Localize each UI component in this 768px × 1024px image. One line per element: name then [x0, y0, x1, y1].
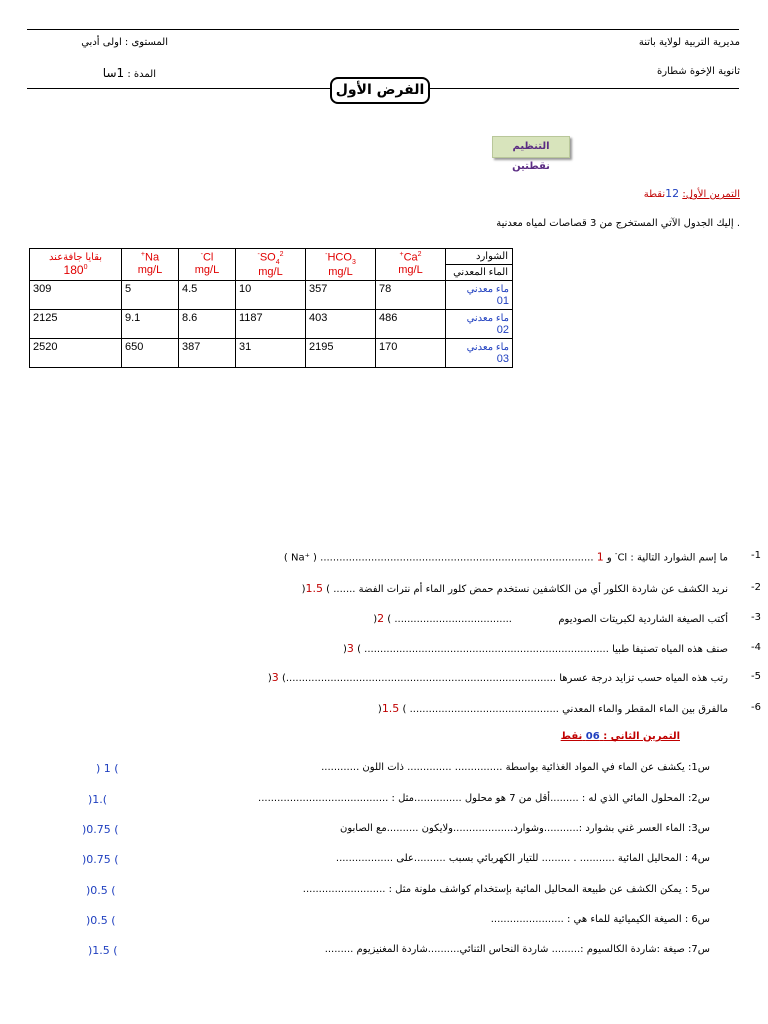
q3-number: -3: [751, 612, 761, 623]
table-cell: 2125: [30, 310, 122, 339]
exercise2-prefix: التمرين الثاني :: [603, 731, 680, 742]
exam-title: الفرض الأول: [330, 77, 430, 104]
table-cell: 2520: [30, 339, 122, 368]
q3-mark: 2: [377, 612, 385, 625]
q3-line: أكتب الصيغة الشاردية لكبريتات الصوديوم ..................................... ) 2(: [373, 612, 728, 625]
q2-line: نريد الكشف عن شاردة الكلور أي من الكاشفين نستخدم حمض كلور الماء أم نترات الفضة ....... ) 1.5(: [301, 582, 728, 595]
ex2-q4-mark: )0.75 (: [82, 853, 119, 866]
directorate-text: مديرية التربية لولاية باتنة: [638, 37, 740, 48]
school-text: ثانوية الإخوة شطارة: [656, 66, 740, 77]
col-header-ca: $Ca^{2+}$ mg/L: [376, 249, 446, 281]
q6-mark: 1.5: [381, 702, 400, 715]
exercise2-points: 06: [585, 731, 600, 742]
table-cell: 8.6: [179, 310, 236, 339]
ex2-q6-line: س6 : الصيغة الكيميائية للماء هي : .......................: [490, 914, 710, 925]
ex2-q3-mark: )0.75 (: [82, 823, 119, 836]
organization-badge: التنظيم نقطتين: [492, 136, 570, 158]
ex2-q6-mark: )0.5 (: [86, 914, 116, 927]
ex2-q2-mark: )1.(: [88, 793, 108, 806]
q6-number: -6: [751, 702, 761, 713]
col-header-na: Na+ mg/L: [122, 249, 179, 281]
q1-number: -1: [751, 550, 761, 561]
ex2-q1-line: س1: يكشف عن الماء في المواد الغذائية بواسطة ............... .............. ذات اللون ............: [321, 762, 710, 773]
table-cell: 31: [236, 339, 306, 368]
ex2-q5-line: س5 : يمكن الكشف عن طبيعة المحاليل المائية بإستخدام كواشف ملونة مثل : ..........................: [302, 884, 710, 895]
q1-line: ما إسم الشوارد التالية : Cl- و 1 ...................................................................................... ( Na⁺ ): [283, 550, 728, 564]
duration-label: المدة :: [127, 69, 156, 80]
table-cell: 2195: [306, 339, 376, 368]
ex2-q6-label: س6: [691, 914, 710, 925]
col-header-so4: $SO_4^{2-}$ mg/L: [236, 249, 306, 281]
exercise1-points: 12: [665, 187, 680, 200]
table-row: [30, 339, 513, 368]
exercise1-title: [644, 187, 740, 200]
ex2-q2-label: س2:: [688, 793, 710, 804]
corner-ions: الشوارد: [446, 249, 512, 265]
q6-line: مالفرق بين الماء المقطر والماء المعدني ............................................... ) 1.5(: [377, 702, 728, 715]
table-cell: 1187: [236, 310, 306, 339]
col-header-cl: Cl- mg/L: [179, 249, 236, 281]
q4-line: صنف هذه المياه تصنيفا طبيا ............................................................................. ) 3(: [342, 642, 728, 655]
table-header-row: [30, 249, 513, 281]
ex2-q2-line: س2: المحلول المائي الذي له : .........أقل من 7 هو محلول ...............مثل : .........................................: [258, 793, 710, 804]
q5-number: -5: [751, 671, 761, 682]
q2-mark: 1.5: [305, 582, 323, 595]
col-header-dry-residue: بقايا جافةعند $180^0$: [30, 249, 122, 281]
ex2-q4-label: س4: [691, 853, 710, 864]
ex2-q1-label: س1:: [688, 762, 710, 773]
table-cell: 5: [122, 281, 179, 310]
q5-mark: 3: [271, 671, 279, 684]
table-cell: 403: [306, 310, 376, 339]
q4-number: -4: [751, 642, 761, 653]
exercise1-prefix: التمرين الأول:: [682, 189, 740, 200]
table-cell: 170: [376, 339, 446, 368]
table-cell: 9.1: [122, 310, 179, 339]
ex2-q7-mark: )1.5 (: [88, 944, 118, 957]
mineral-water-table: [29, 248, 513, 368]
q4-mark: 3: [346, 642, 354, 655]
ex2-q3-line: س3: الماء العسر غني بشوارد :...........وشوارد...................ولايكون ..........مع الصابون: [340, 823, 710, 834]
ex2-q3-label: س3:: [688, 823, 710, 834]
ex2-q5-mark: )0.5 (: [86, 884, 116, 897]
q2-number: -2: [751, 582, 761, 593]
corner-water: الماء المعدني: [453, 267, 508, 278]
row-label-1: ماء معدني 01: [446, 281, 513, 310]
exercise2-points-unit: نقط: [560, 731, 583, 742]
table-cell: 10: [236, 281, 306, 310]
col-header-hco3: $HCO_3^-$ mg/L: [306, 249, 376, 281]
q1-mark: 1: [596, 550, 604, 564]
ex2-q7-label: س7:: [688, 944, 710, 955]
table-row: [30, 281, 513, 310]
table-cell: 4.5: [179, 281, 236, 310]
ex2-q4-line: س4 : المحاليل المائية ........... . ......... للتيار الكهربائي بسبب ..........على ..................: [335, 853, 710, 864]
ex2-q7-line: س7: صيغة :شاردة الكالسيوم :......... شاردة النحاس الثنائي..........شاردة المغنيزيوم .........: [324, 944, 710, 955]
ex2-q5-label: س5: [691, 884, 710, 895]
table-cell: 650: [122, 339, 179, 368]
duration-value: 1سا: [102, 66, 125, 80]
table-row: [30, 310, 513, 339]
table-cell: 357: [306, 281, 376, 310]
table-cell: 78: [376, 281, 446, 310]
table-cell: 309: [30, 281, 122, 310]
duration-text: [88, 66, 156, 80]
row-label-3: ماء معدني 03: [446, 339, 513, 368]
row-label-2: ماء معدني 02: [446, 310, 513, 339]
table-cell: 486: [376, 310, 446, 339]
exercise2-title: [561, 731, 680, 742]
ex2-q1-mark: ) 1 (: [96, 762, 119, 775]
exercise1-intro: . إليك الجدول الآتي المستخرج من 3 قصاصات لمياه معدنية: [496, 218, 740, 229]
table-cell: 387: [179, 339, 236, 368]
table-corner-cell: [446, 249, 513, 281]
q5-line: رتب هذه المياه حسب تزايد درجة عسرها .....................................................................................) 3(: [267, 671, 728, 684]
level-text: المستوى : اولى أدبي: [81, 37, 168, 48]
exercise1-points-unit: نقطة: [643, 189, 666, 200]
